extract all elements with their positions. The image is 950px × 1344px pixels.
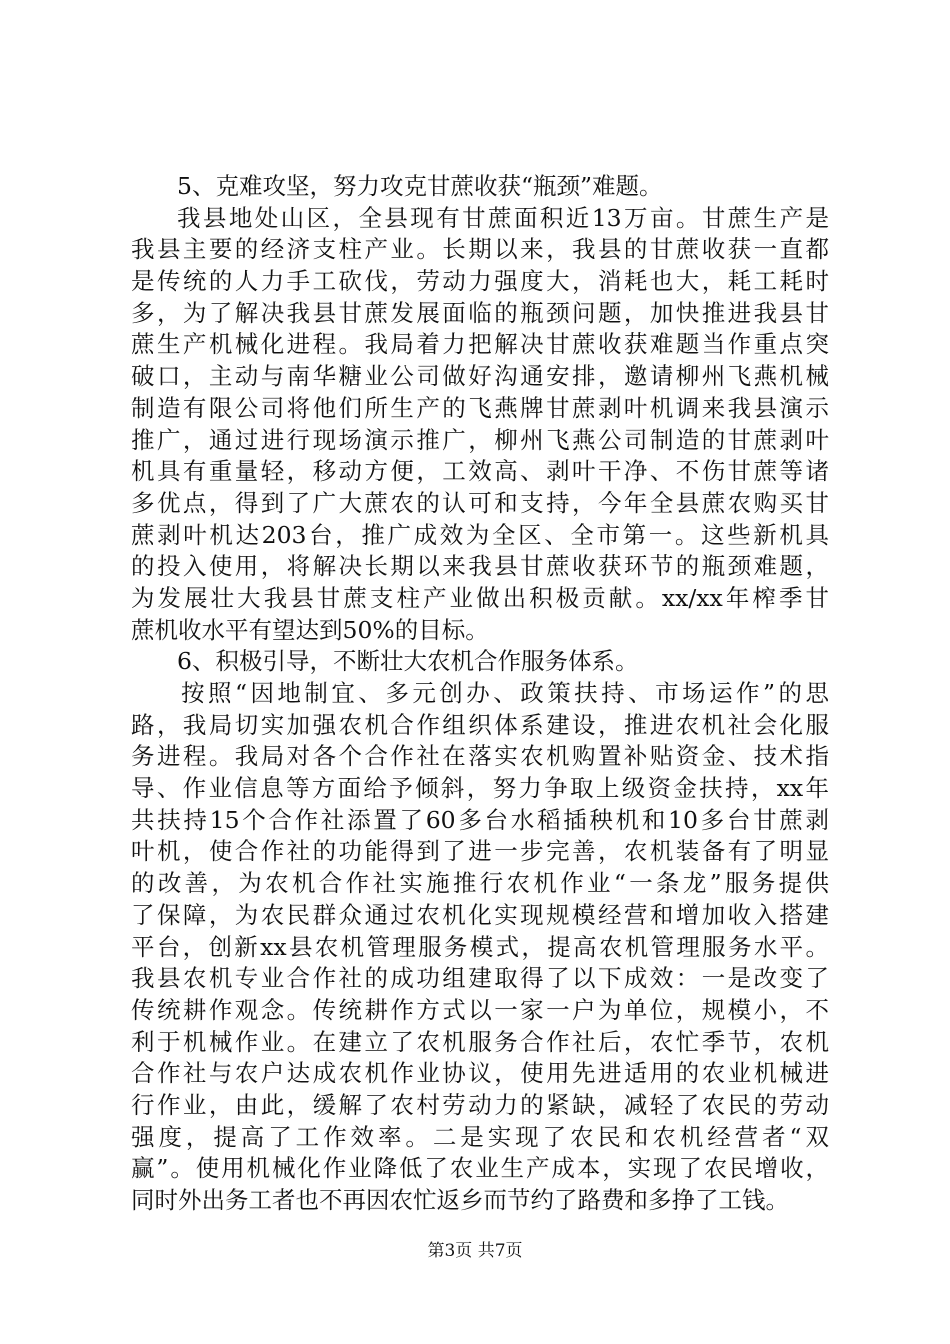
paragraph-line: 赢”。使用机械化作业降低了农业生产成本，实现了农民增收， xyxy=(131,1154,829,1183)
section-heading-5: 5、克难攻坚，努力攻克甘蔗收获“瓶颈”难题。 xyxy=(177,172,663,200)
page-number-footer: 第3页 共7页 xyxy=(427,1241,523,1261)
paragraph-line: 导、作业信息等方面给予倾斜，努力争取上级资金扶持，xx年 xyxy=(131,774,829,803)
paragraph-line: 按照“因地制宜、多元创办、政策扶持、市场运作”的思 xyxy=(181,679,829,707)
paragraph-line: 的改善，为农机合作社实施推行农机作业“一条龙”服务提供 xyxy=(131,869,829,898)
paragraph-line: 破口，主动与南华糖业公司做好沟通安排，邀请柳州飞燕机械 xyxy=(131,362,829,391)
paragraph-line: 制造有限公司将他们所生产的飞燕牌甘蔗剥叶机调来我县演示 xyxy=(131,393,829,422)
paragraph-line: 我县主要的经济支柱产业。长期以来，我县的甘蔗收获一直都 xyxy=(131,235,829,264)
paragraph-line: 蔗生产机械化进程。我局着力把解决甘蔗收获难题当作重点突 xyxy=(131,330,829,359)
paragraph-line: 强度，提高了工作效率。二是实现了农民和农机经营者“双 xyxy=(131,1122,829,1151)
paragraph-line: 为发展壮大我县甘蔗支柱产业做出积极贡献。xx/xx年榨季甘 xyxy=(131,583,829,612)
paragraph-line: 了保障，为农民群众通过农机化实现规模经营和增加收入搭建 xyxy=(131,900,829,929)
paragraph-line: 利于机械作业。在建立了农机服务合作社后，农忙季节，农机 xyxy=(131,1027,829,1056)
paragraph-line: 同时外出务工者也不再因农忙返乡而节约了路费和多挣了工钱。 xyxy=(131,1186,789,1214)
paragraph-line: 多优点，得到了广大蔗农的认可和支持，今年全县蔗农购买甘 xyxy=(131,488,829,517)
paragraph-line: 传统耕作观念。传统耕作方式以一家一户为单位，规模小，不 xyxy=(131,995,829,1024)
section-heading-6: 6、积极引导，不断壮大农机合作服务体系。 xyxy=(177,647,639,676)
paragraph-line: 推广，通过进行现场演示推广，柳州飞燕公司制造的甘蔗剥叶 xyxy=(131,425,829,454)
paragraph-line: 蔗机收水平有望达到50%的目标。 xyxy=(131,615,489,644)
paragraph-line: 是传统的人力手工砍伐，劳动力强度大，消耗也大，耗工耗时 xyxy=(131,267,829,296)
paragraph-line: 的投入使用，将解决长期以来我县甘蔗收获环节的瓶颈难题， xyxy=(131,552,829,581)
paragraph-line: 多，为了解决我县甘蔗发展面临的瓶颈问题，加快推进我县甘 xyxy=(131,298,829,327)
paragraph-line: 共扶持15个合作社添置了60多台水稻插秧机和10多台甘蔗剥 xyxy=(131,805,829,834)
paragraph-line: 平台，创新xx县农机管理服务模式，提高农机管理服务水平。 xyxy=(131,932,829,961)
paragraph-line: 蔗剥叶机达203台，推广成效为全区、全市第一。这些新机具 xyxy=(131,520,829,549)
paragraph-line: 机具有重量轻，移动方便，工效高、剥叶干净、不伤甘蔗等诸 xyxy=(131,457,829,486)
paragraph-line: 叶机，使合作社的功能得到了进一步完善，农机装备有了明显 xyxy=(131,837,829,866)
paragraph-line: 行作业，由此，缓解了农村劳动力的紧缺，减轻了农民的劳动 xyxy=(131,1090,829,1119)
paragraph-line: 务进程。我局对各个合作社在落实农机购置补贴资金、技术指 xyxy=(131,742,829,771)
paragraph-line: 路，我局切实加强农机合作组织体系建设，推进农机社会化服 xyxy=(131,710,829,739)
paragraph-line: 我县农机专业合作社的成功组建取得了以下成效：一是改变了 xyxy=(131,964,829,993)
paragraph-line: 合作社与农户达成农机作业协议，使用先进适用的农业机械进 xyxy=(131,1059,829,1088)
document-body xyxy=(131,171,829,1217)
paragraph-line: 我县地处山区，全县现有甘蔗面积近13万亩。甘蔗生产是 xyxy=(177,203,829,232)
